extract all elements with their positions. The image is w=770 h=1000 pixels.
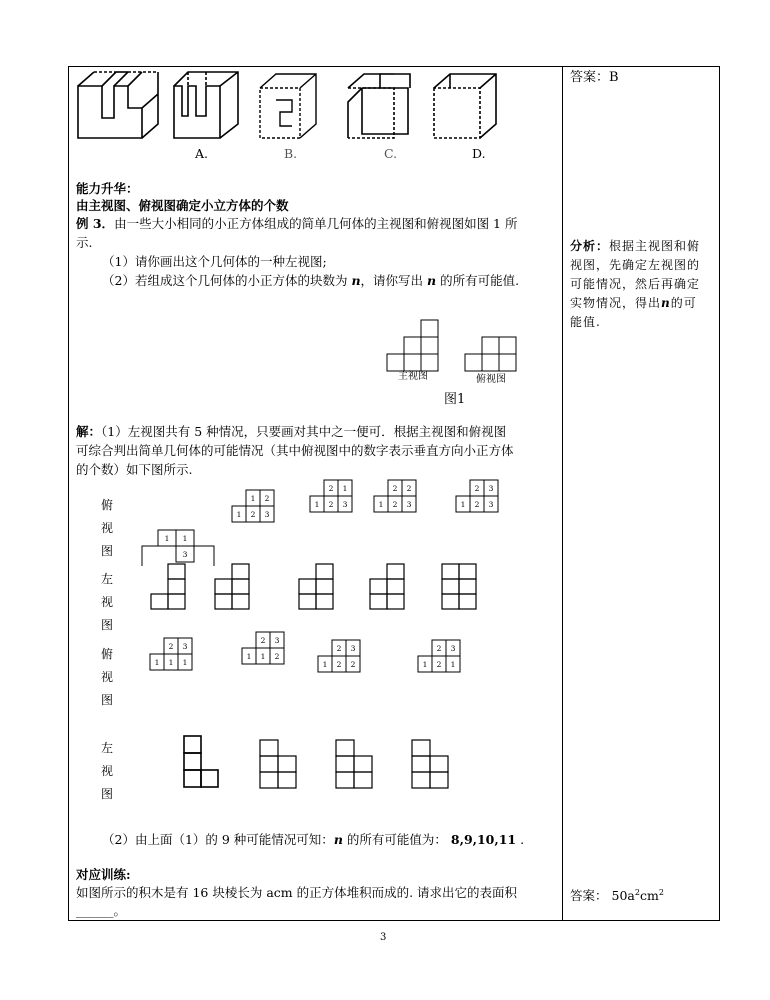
training-line-2: ______。 <box>76 903 127 918</box>
question-2-var: n <box>351 273 361 288</box>
question-2-c: 的所有可能值. <box>440 273 520 288</box>
gridr3-3-bottom-1-number: 2 <box>436 660 442 669</box>
gridr3-0-top-0-number: 2 <box>168 642 174 651</box>
row1-label-3: 图 <box>100 544 113 558</box>
solution-text-1: （1）左视图共有 5 种情况，只要画对其中之一便可．根据主视图和俯视图 <box>101 424 507 439</box>
left-views-row4 <box>180 734 480 794</box>
gridr3-0-bottom-2-number: 1 <box>182 658 188 667</box>
option-figures <box>70 68 550 158</box>
example-label: 例 3． <box>76 216 115 231</box>
option-label-c: C. <box>384 146 398 161</box>
analysis-line-2: 视图，先确定左视图的 <box>570 258 701 272</box>
analysis-tail: 的可 <box>670 296 697 310</box>
example-text-2: 示. <box>76 235 93 250</box>
question-1: （1）请你画出这个几何体的一种左视图; <box>102 254 327 269</box>
gridr3-2-bottom-1-number: 2 <box>336 660 342 669</box>
answer-2-prefix: 答案： <box>570 888 608 904</box>
main-view-label: 主视图 <box>398 371 428 382</box>
figure-caption: 图1 <box>444 392 466 407</box>
solution-line-2: 可综合判出简单几何体的可能情况（其中俯视图中的数字表示垂直方向小正方体 <box>76 443 514 458</box>
gridr1-2-bottom-2-number: 3 <box>406 500 412 509</box>
example-line-1 <box>76 216 517 232</box>
option-label-a: A. <box>195 146 209 161</box>
row3-label-1: 俯 <box>100 647 113 661</box>
question-2-var-2: n <box>427 273 437 288</box>
gridr1-0-top-1-number: 2 <box>264 494 270 503</box>
left-views-row2 <box>150 560 510 610</box>
gridr3-3-top-1-number: 3 <box>450 644 456 653</box>
gridr3-3-bottom-2-number: 1 <box>450 660 456 669</box>
answer-2-value: 50a <box>611 888 635 904</box>
analysis-line-1: 根据主视图和俯 <box>609 239 701 253</box>
row1-label-2: 视 <box>100 521 113 535</box>
analysis-last: 能值. <box>570 315 601 329</box>
gridr1-2-bottom-0-number: 1 <box>378 500 384 509</box>
answer-2-sup1: 2 <box>634 888 640 897</box>
solution-line-3: 的个数）如下图所示. <box>76 462 193 477</box>
analysis-label: 分析： <box>570 239 610 253</box>
gridr1-1-bottom-1-number: 2 <box>328 500 334 509</box>
solution-label: 解： <box>76 424 102 439</box>
top-view-grids-row1 <box>230 480 530 530</box>
training-title: 对应训练: <box>76 867 131 882</box>
figure-c-solid <box>434 74 496 138</box>
gridr3-1-top-0-number: 2 <box>260 636 266 645</box>
gridr1-3-top-1-number: 3 <box>488 484 494 493</box>
row3-label-2: 视 <box>100 670 113 684</box>
answer-2-unit: cm <box>639 888 659 904</box>
question-2-a: （2）若组成这个几何体的小正方体的块数为 <box>102 273 348 288</box>
answer-1: 答案：B <box>570 70 619 85</box>
gridr1-3-bottom-2-number: 3 <box>488 500 494 509</box>
row4-label-3: 图 <box>100 787 113 801</box>
gridr1-1-bottom-2-number: 3 <box>342 500 348 509</box>
row3-label-3: 图 <box>100 693 113 707</box>
top-view-label: 俯视图 <box>476 374 506 385</box>
gridr1-2-bottom-1-number: 2 <box>392 500 398 509</box>
solution-line-1 <box>76 424 506 440</box>
training-line-1: 如图所示的积木是有 16 块棱长为 acm 的正方体堆积而成的. 请求出它的表面积 <box>76 885 518 900</box>
analysis-var: n <box>661 296 671 310</box>
gridr3-3-bottom-0-number: 1 <box>422 660 428 669</box>
analysis-line-4: 实物情况，得出 <box>570 296 662 310</box>
gridr3-0-top-1-number: 3 <box>182 642 188 651</box>
special-top-1-number: 1 <box>182 534 188 543</box>
option-label-d: D. <box>472 146 486 161</box>
gridr1-3-bottom-1-number: 2 <box>474 500 480 509</box>
figure-a <box>78 72 158 138</box>
gridr1-2-top-1-number: 2 <box>406 484 412 493</box>
gridr3-1-bottom-1-number: 1 <box>260 652 266 661</box>
subtitle: 由主视图、俯视图确定小立方体的个数 <box>76 198 289 213</box>
gridr1-1-top-0-number: 2 <box>328 484 334 493</box>
gridr1-0-top-0-number: 1 <box>250 494 256 503</box>
question-2 <box>102 273 519 289</box>
conclusion-a: （2）由上面（1）的 9 种可能情况可知： <box>102 832 334 847</box>
row4-label-2: 视 <box>100 764 113 778</box>
question-2-b: ，请你写出 <box>360 273 424 288</box>
section-title: 能力升华： <box>76 181 139 196</box>
row4-label-1: 左 <box>100 741 113 755</box>
conclusion-var: n <box>333 832 343 847</box>
gridr1-1-bottom-0-number: 1 <box>314 500 320 509</box>
gridr1-1-top-1-number: 1 <box>342 484 348 493</box>
conclusion <box>102 832 524 848</box>
analysis-line-3: 可能情况，然后再确定 <box>570 277 701 291</box>
gridr3-2-bottom-2-number: 2 <box>350 660 356 669</box>
gridr3-2-top-1-number: 3 <box>350 644 356 653</box>
gridr3-1-bottom-2-number: 2 <box>274 652 280 661</box>
gridr3-0-bottom-0-number: 1 <box>154 658 160 667</box>
row2-label-3: 图 <box>100 618 113 632</box>
answer-2-sup2: 2 <box>658 888 664 897</box>
gridr1-0-bottom-2-number: 3 <box>264 510 270 519</box>
conclusion-values: 8,9,10,11 <box>450 832 517 847</box>
figure-b <box>174 72 238 138</box>
answer-2 <box>570 885 664 904</box>
special-top-0-number: 1 <box>164 534 170 543</box>
gridr1-0-bottom-0-number: 1 <box>236 510 242 519</box>
gridr3-2-bottom-0-number: 1 <box>322 660 328 669</box>
gridr3-0-bottom-1-number: 1 <box>168 658 174 667</box>
gridr3-1-top-1-number: 3 <box>274 636 280 645</box>
gridr3-3-top-0-number: 2 <box>436 644 442 653</box>
gridr1-3-bottom-0-number: 1 <box>460 500 466 509</box>
conclusion-b: 的所有可能值为： <box>346 832 447 847</box>
gridr3-2-top-0-number: 2 <box>336 644 342 653</box>
conclusion-end: . <box>520 832 525 847</box>
gridr1-2-top-0-number: 2 <box>392 484 398 493</box>
gridr3-1-bottom-0-number: 1 <box>246 652 252 661</box>
row1-label-1: 俯 <box>100 498 113 512</box>
top-view-grids-row3 <box>148 632 488 682</box>
analysis <box>570 237 715 332</box>
gridr1-0-bottom-1-number: 2 <box>250 510 256 519</box>
gridr1-3-top-0-number: 2 <box>474 484 480 493</box>
row2-label-2: 视 <box>100 595 113 609</box>
option-label-b: B. <box>284 146 298 161</box>
example-text-1: 由一些大小相同的小正方体组成的简单几何体的主视图和俯视图如图 1 所 <box>114 216 518 231</box>
column-divider <box>562 66 563 921</box>
figure-c <box>260 74 316 138</box>
figure-d <box>348 74 410 138</box>
special-bottom-0-number: 3 <box>182 550 188 559</box>
row2-label-1: 左 <box>100 572 113 586</box>
page-number: 3 <box>380 932 387 943</box>
